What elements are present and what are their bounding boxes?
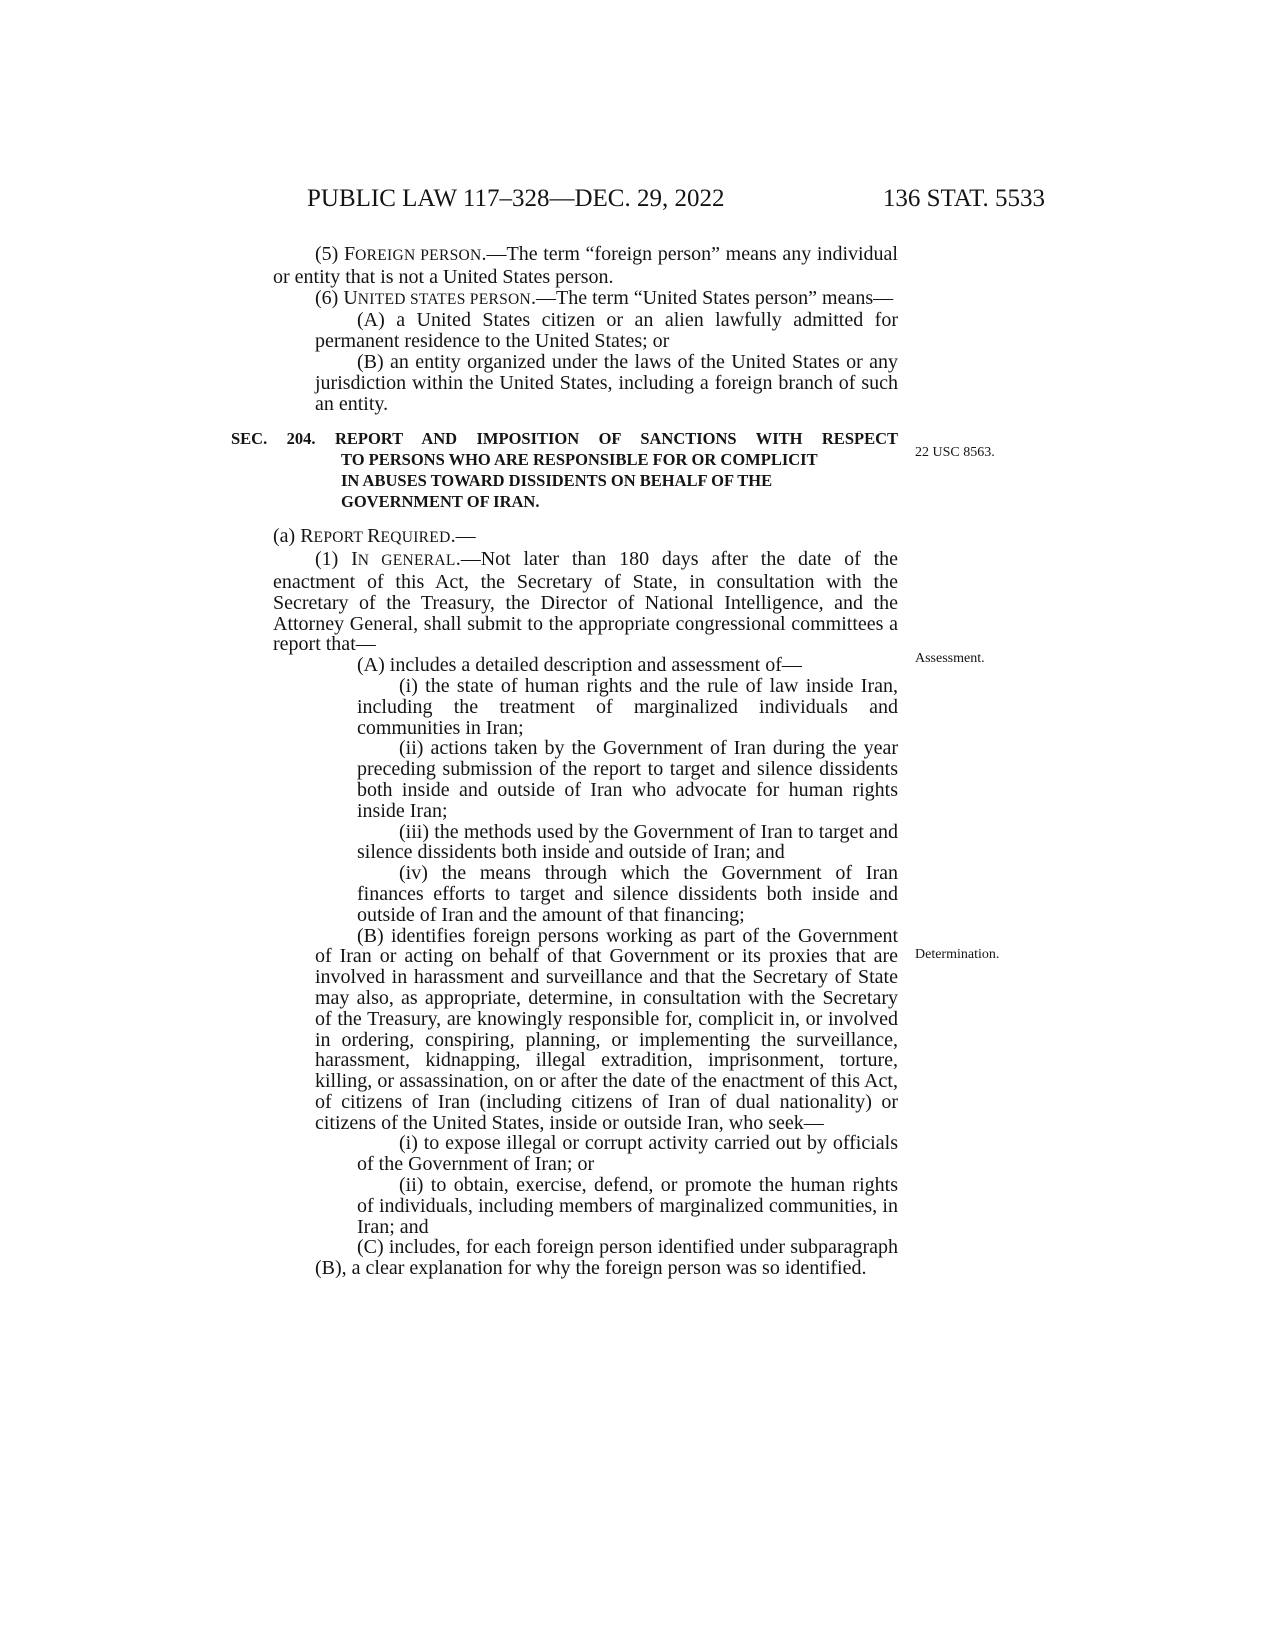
section-heading-line-1: SEC. 204. REPORT AND IMPOSITION OF SANCTIONS WITH RESPECT bbox=[231, 429, 898, 449]
clause-b-i: (i) to expose illegal or corrupt activity carried out by officials of the Government of Iran; or bbox=[357, 1132, 898, 1176]
definition-foreign-person: (5) FOREIGN PERSON.—The term “foreign person” means any individual or entity that is not a United States person. bbox=[273, 243, 898, 288]
section-heading-line-2: TO PERSONS WHO ARE RESPONSIBLE FOR OR COMPLICIT bbox=[341, 450, 818, 470]
definition-usp-b: (B) an entity organized under the laws of the United States or any jurisdiction within the United States, including a foreign branch of such an entity. bbox=[315, 350, 898, 415]
section-heading-line-3: IN ABUSES TOWARD DISSIDENTS ON BEHALF OF THE bbox=[341, 471, 773, 491]
clause-a-iv: (iv) the means through which the Government of Iran finances efforts to target and silence dissidents both inside and outside of Iran and the amount of that financing; bbox=[357, 862, 898, 926]
clause-a-i: (i) the state of human rights and the rule of law inside Iran, including the treatment of marginalized individuals and communities in Iran; bbox=[357, 674, 898, 739]
subparagraph-a: (A) includes a detailed description and assessment of— bbox=[357, 654, 802, 677]
subparagraph-c: (C) includes, for each foreign person identified under subparagraph (B), a clear explanation for why the foreign person was so identified. bbox=[315, 1236, 898, 1280]
clause-a-ii: (ii) actions taken by the Government of Iran during the year preceding submission of the report to target and silence dissidents both inside and outside of Iran who advocate for human rights inside Iran; bbox=[357, 737, 898, 822]
definition-united-states-person: (6) UNITED STATES PERSON.—The term “United States person” means— bbox=[315, 286, 894, 309]
definition-usp-a: (A) a United States citizen or an alien lawfully admitted for permanent residence to the United States; or bbox=[315, 309, 898, 353]
margin-note-determination: Determination. bbox=[915, 947, 1000, 962]
margin-note-assessment: Assessment. bbox=[915, 651, 985, 666]
clause-b-ii: (ii) to obtain, exercise, defend, or promote the human rights of individuals, including members of marginalized communities, in Iran; and bbox=[357, 1174, 898, 1238]
body-text bbox=[231, 243, 899, 1280]
subsection-report-required: (a) REPORT REQUIRED.— bbox=[273, 525, 476, 548]
stat-page-number: 136 STAT. 5533 bbox=[882, 185, 1045, 212]
subparagraph-b: (B) identifies foreign persons working as part of the Government of Iran or acting on behalf of that Government or its proxies that are involved in harassment and surveillance and that the Secretary of State may also, as appropriate, determine, in consultation with the Secretary of the Treasury, are knowingly responsible for, complicit in, or involved in ordering, conspiring, planning, or implementing the surveillance, harassment, kidnapping, illegal extradition, imprisonment, torture, killing, or assassination, on or after the date of the enactment of this Act, of citizens of Iran (including citizens of Iran of dual nationality) or citizens of the United States, inside or outside Iran, who seek— bbox=[315, 924, 898, 1134]
margin-note-usc: 22 USC 8563. bbox=[915, 445, 995, 460]
section-heading bbox=[231, 428, 898, 512]
paragraph-in-general: (1) IN GENERAL.—Not later than 180 days after the date of the enactment of this Act, the Secretary of State, in consultation with the Secretary of the Treasury, the Director of National Intelligence, and the Attorney General, shall submit to the appropriate congressional committees a report that— bbox=[273, 548, 899, 656]
section-heading-line-4: GOVERNMENT OF IRAN. bbox=[341, 492, 540, 512]
running-head bbox=[307, 184, 1045, 214]
public-law-title: PUBLIC LAW 117–328—DEC. 29, 2022 bbox=[307, 185, 725, 212]
clause-a-iii: (iii) the methods used by the Government of Iran to target and silence dissidents both inside and outside of Iran; and bbox=[357, 820, 898, 864]
